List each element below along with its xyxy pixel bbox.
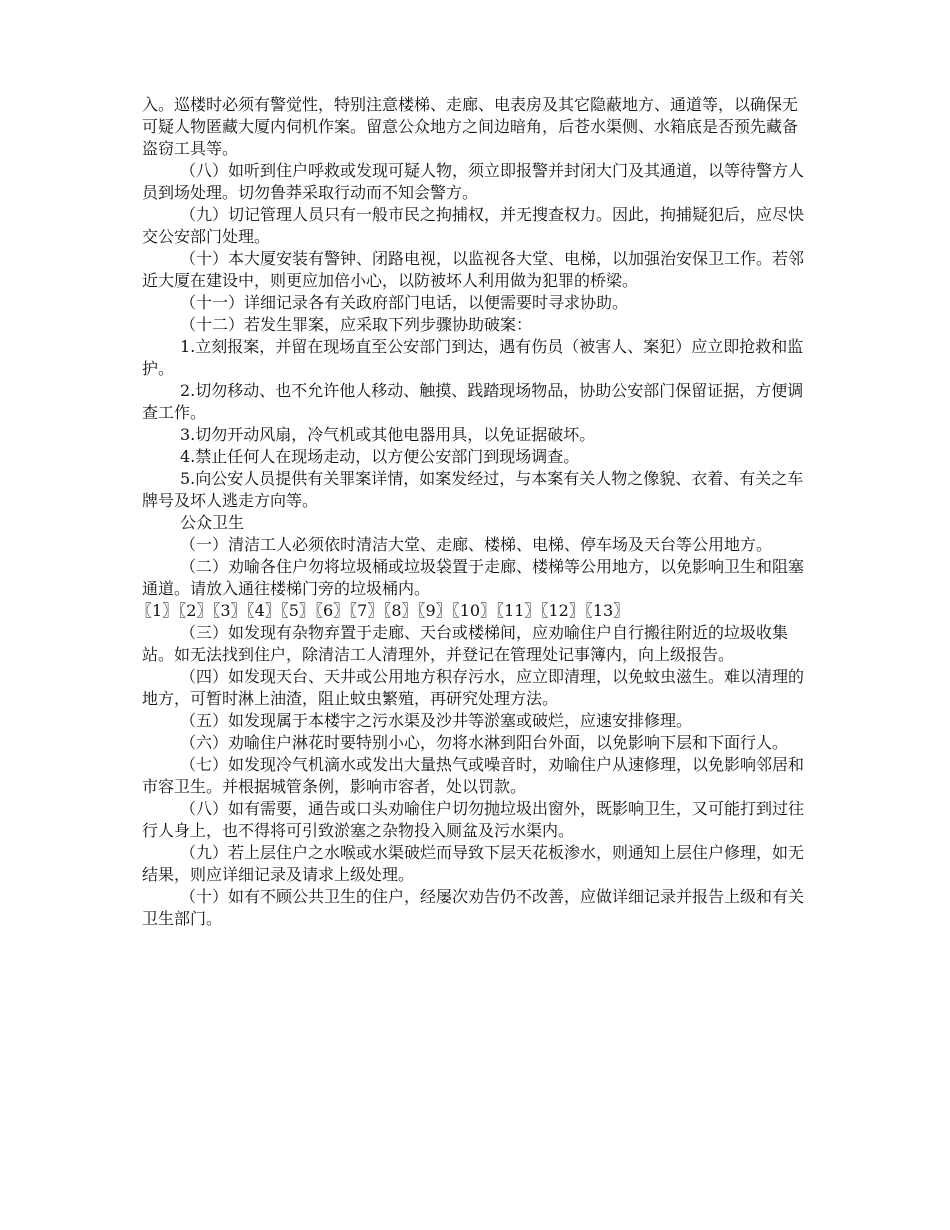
page-link-9[interactable]: 〖9〗: [417, 601, 452, 620]
paragraph: （八）如有需要，通告或口头劝喻住户切勿抛垃圾出窗外，既影响卫生，又可能打到过往行人身上，也不得将可引致淤塞之杂物投入厕盆及污水渠内。: [142, 799, 805, 840]
paragraph: 3.切勿开动风扇，冷气机或其他电器用具，以免证据破坏。: [180, 425, 596, 444]
paragraph: （三）如发现有杂物弃置于走廊、天台或楼梯间，应劝喻住户自行搬往附近的垃圾收集站。如无法找到住户，除清洁工人清理外，并登记在管理处记事簿内，向上级报告。: [142, 623, 789, 664]
page-links: [136, 600, 812, 622]
section-hygiene-text: [142, 622, 812, 930]
document-page: [136, 94, 812, 930]
page-link-13[interactable]: 〖13〗: [584, 601, 630, 620]
section-security-text: [142, 94, 812, 600]
paragraph: （十一）详细记录各有关政府部门电话，以便需要时寻求协助。: [180, 293, 629, 312]
paragraph: （四）如发现天台、天井或公用地方积存污水，应立即清理，以免蚊虫滋生。难以清理的地方，可暂时淋上油渣，阻止蚊虫繁殖，再研究处理方法。: [142, 667, 805, 708]
paragraph: （五）如发现属于本楼宇之污水渠及沙井等淤塞或破烂，应速安排修理。: [180, 711, 693, 730]
paragraph: （十二）若发生罪案，应采取下列步骤协助破案：: [180, 315, 533, 334]
paragraph: （一）清洁工人必须依时清洁大堂、走廊、楼梯、电梯、停车场及天台等公用地方。: [180, 535, 773, 554]
page-link-12[interactable]: 〖12〗: [540, 601, 585, 620]
page-link-3[interactable]: 〖3〗: [212, 601, 247, 620]
paragraph: （二）劝喻各住户勿将垃圾桶或垃圾袋置于走廊、楼梯等公用地方，以免影响卫生和阻塞通道。请放入通往楼梯门旁的垃圾桶内。: [142, 557, 805, 598]
paragraph: （六）劝喻住户淋花时要特别小心，勿将水淋到阳台外面，以免影响下层和下面行人。: [180, 733, 789, 752]
paragraph: （九）若上层住户之水喉或水渠破烂而导致下层天花板渗水，则通知上层住户修理，如无结果，则应详细记录及请求上级处理。: [142, 843, 805, 884]
page-link-4[interactable]: 〖4〗: [246, 601, 281, 620]
paragraph: 2.切勿移动、也不允许他人移动、触摸、践踏现场物品，协助公安部门保留证据，方便调查工作。: [142, 381, 804, 422]
paragraph: （十）如有不顾公共卫生的住户，经屡次劝告仍不改善，应做详细记录并报告上级和有关卫生部门。: [142, 887, 805, 928]
paragraph: 入。巡楼时必须有警觉性，特别注意楼梯、走廊、电表房及其它隐蔽地方、通道等，以确保无可疑人物匿藏大厦内伺机作案。留意公众地方之间边暗角，后苍水渠侧、水箱底是否预先藏备盗窃工具等。: [142, 95, 799, 158]
paragraph: （十）本大厦安装有警钟、闭路电视，以监视各大堂、电梯，以加强治安保卫工作。若邻近大厦在建设中，则更应加倍小心，以防被坏人利用做为犯罪的桥梁。: [142, 249, 805, 290]
paragraph: （七）如发现冷气机滴水或发出大量热气或噪音时，劝喻住户从速修理，以免影响邻居和市容卫生。并根据城管条例，影响市容者，处以罚款。: [142, 755, 805, 796]
page-link-11[interactable]: 〖11〗: [496, 601, 541, 620]
page-link-10[interactable]: 〖10〗: [451, 601, 497, 620]
page-link-5[interactable]: 〖5〗: [280, 601, 315, 620]
page-link-8[interactable]: 〖8〗: [383, 601, 418, 620]
page-link-2[interactable]: 〖2〗: [178, 601, 213, 620]
paragraph: 1.立刻报案，并留在现场直至公安部门到达，遇有伤员（被害人、案犯）应立即抢救和监护。: [142, 337, 804, 378]
paragraph: （九）切记管理人员只有一般市民之拘捕权，并无搜查权力。因此，拘捕疑犯后，应尽快交公安部门处理。: [142, 205, 805, 246]
page-link-7[interactable]: 〖7〗: [349, 601, 384, 620]
section-heading: 公众卫生: [180, 513, 245, 532]
paragraph: 5.向公安人员提供有关罪案详情，如案发经过，与本案有关人物之像貌、衣着、有关之车牌号及坏人逃走方向等。: [142, 469, 804, 510]
page-link-1[interactable]: 〖1〗: [136, 601, 179, 620]
paragraph: 4.禁止任何人在现场走动，以方便公安部门到现场调查。: [180, 447, 580, 466]
page-link-6[interactable]: 〖6〗: [314, 601, 350, 620]
paragraph: （八）如听到住户呼救或发现可疑人物，须立即报警并封闭大门及其通道，以等待警方人员到场处理。切勿鲁莽采取行动而不知会警方。: [142, 161, 805, 202]
